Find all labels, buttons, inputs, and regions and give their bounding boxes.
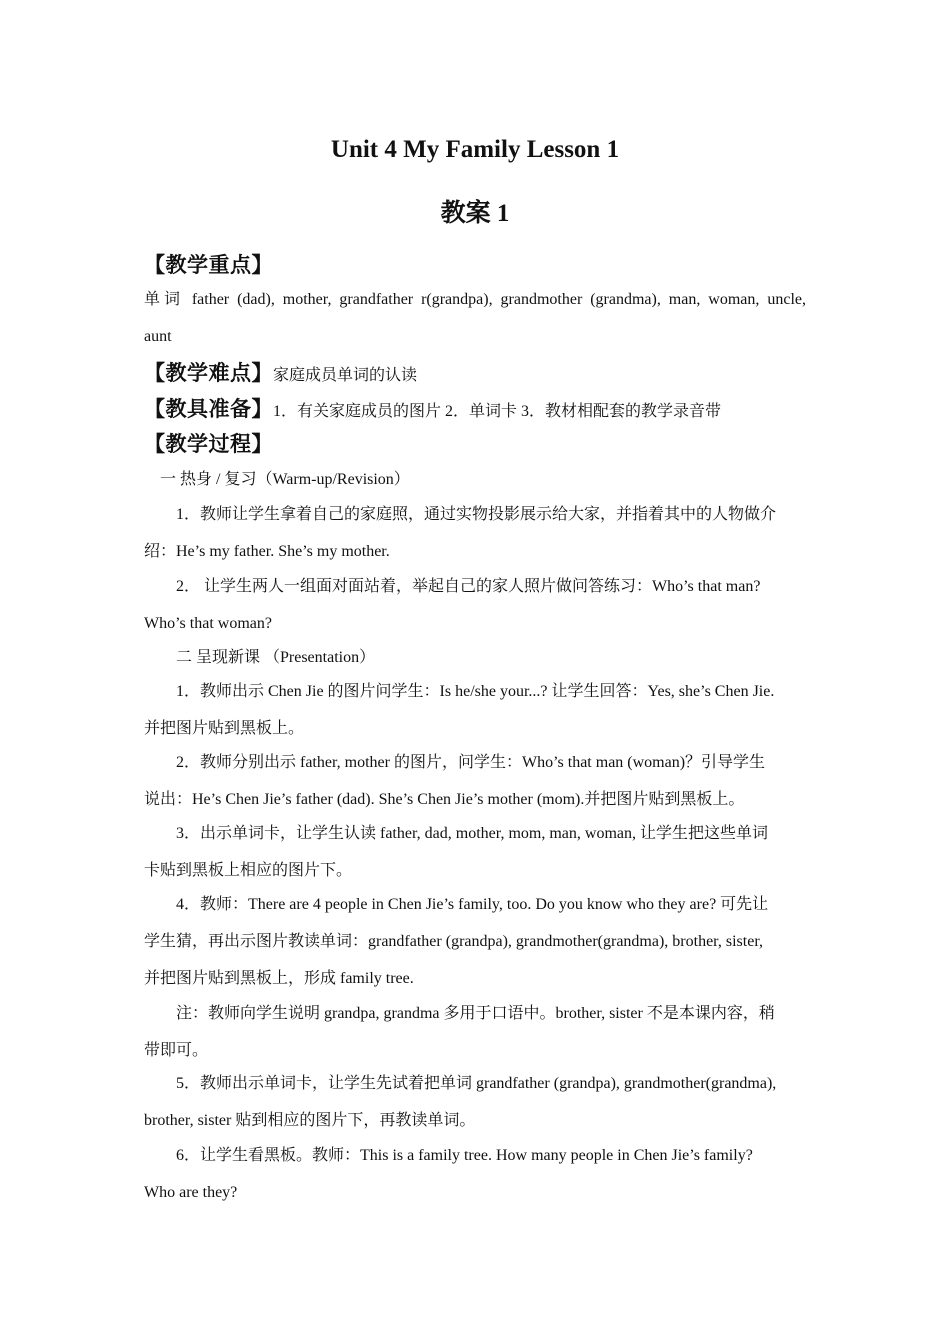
- section-presentation-title: 二 呈现新课 （Presentation）: [176, 649, 376, 666]
- presentation-item-4-line-3: 并把图片贴到黑板上，形成 family tree.: [144, 970, 414, 987]
- presentation-item-1-line-1: 1．教师出示 Chen Jie 的图片问学生：Is he/she your...? 让学生回答：Yes, she’s Chen Jie.: [176, 683, 775, 700]
- focus-text-line-1: 单词 father (dad), mother, grandfather r(grandpa), grandmother (grandma), man, woman, uncle,: [144, 291, 806, 308]
- warmup-item-2-line-2: Who’s that woman?: [144, 615, 272, 632]
- presentation-item-1-line-2: 并把图片贴到黑板上。: [144, 720, 305, 737]
- materials-heading: 【教具准备】: [144, 397, 273, 421]
- document-title: Unit 4 My Family Lesson 1: [330, 136, 620, 163]
- document-subtitle: 教案 1: [440, 200, 510, 227]
- presentation-item-4-line-1: 4．教师：There are 4 people in Chen Jie’s family, too. Do you know who they are? 可先让: [176, 896, 769, 913]
- note-line-2: 带即可。: [144, 1042, 209, 1059]
- difficulty-heading: 【教学难点】: [144, 361, 273, 385]
- presentation-item-2-line-1: 2．教师分别出示 father, mother 的图片，问学生：Who’s that man (woman)？引导学生: [176, 754, 766, 771]
- presentation-item-5-line-1: 5．教师出示单词卡，让学生先试着把单词 grandfather (grandpa), grandmother(grandma),: [176, 1075, 777, 1092]
- materials-text: 1．有关家庭成员的图片 2．单词卡 3．教材相配套的教学录音带: [273, 403, 722, 420]
- focus-text-line-2: aunt: [144, 328, 172, 345]
- presentation-item-2-line-2: 说出：He’s Chen Jie’s father (dad). She’s Chen Jie’s mother (mom).并把图片贴到黑板上。: [144, 791, 745, 808]
- presentation-item-6-line-1: 6．让学生看黑板。教师：This is a family tree. How many people in Chen Jie’s family?: [176, 1147, 753, 1164]
- presentation-item-3-line-2: 卡贴到黑板上相应的图片下。: [144, 862, 353, 879]
- presentation-item-3-line-1: 3．出示单词卡，让学生认读 father, dad, mother, mom, man, woman, 让学生把这些单词: [176, 825, 768, 842]
- presentation-item-6-line-2: Who are they?: [144, 1184, 238, 1201]
- presentation-item-5-line-2: brother, sister 贴到相应的图片下，再教读单词。: [144, 1112, 476, 1129]
- difficulty-row: [144, 360, 417, 386]
- process-heading: 【教学过程】: [144, 432, 273, 456]
- materials-row: [144, 396, 721, 422]
- warmup-item-1-line-2: 绍：He’s my father. She’s my mother.: [144, 543, 390, 560]
- section-warmup-title: 一 热身 / 复习（Warm-up/Revision）: [160, 471, 410, 488]
- difficulty-text: 家庭成员单词的认读: [273, 367, 418, 384]
- warmup-item-2-line-1: 2． 让学生两人一组面对面站着，举起自己的家人照片做问答练习：Who’s that man?: [176, 578, 761, 595]
- warmup-item-1-line-1: 1．教师让学生拿着自己的家庭照，通过实物投影展示给大家，并指着其中的人物做介: [176, 506, 777, 523]
- note-line-1: 注：教师向学生说明 grandpa, grandma 多用于口语中。brother, sister 不是本课内容，稍: [176, 1005, 775, 1022]
- presentation-item-4-line-2: 学生猜，再出示图片教读单词：grandfather (grandpa), grandmother(grandma), brother, sister,: [144, 933, 764, 950]
- focus-heading: 【教学重点】: [144, 253, 273, 277]
